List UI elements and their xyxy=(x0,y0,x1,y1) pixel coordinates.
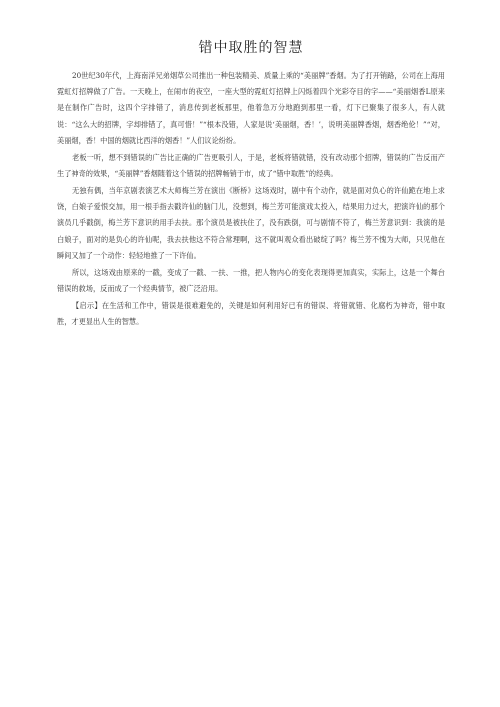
document-title: 错中取胜的智慧 xyxy=(198,40,304,56)
insight-label: 【启示】 xyxy=(72,301,102,311)
paragraph-3: 无独有偶，当年京剧表演艺术大师梅兰芳在演出《断桥》这场戏时，剧中有个动作，就是面对负心的许仙跪在地上求饶，白娘子爱恨交加，用一根手指去戳许仙的脑门儿，没想到，梅兰芳可能演戏太投入，结果用力过大，把演许仙的那个演员几乎戳倒，梅兰芳下意识的用手去扶。那个演员是被扶住了，没有跌倒，可与剧情不符了，梅兰芳意识到：我演的是白娘子，面对的是负心的许仙呢，我去扶他这不符合常理啊，这不就叫观众看出破绽了吗？梅兰芳不愧为大师，只见他在瞬间又加了一个动作：轻轻地推了一下许仙。 xyxy=(57,186,445,260)
insight-paragraph xyxy=(57,298,445,330)
paragraph-4: 所以，这场戏由原来的一戳，变成了一戳、一扶、一推，把人物内心的变化表现得更加真实，实际上，这是一个舞台错误的救场，反而成了一个经典情节，被广泛沿用。 xyxy=(57,267,445,294)
paragraph-1: 20世纪30年代，上海南洋兄弟烟草公司推出一种包装精美、质量上乘的“美丽牌”香烟。为了打开销路，公司在上海用霓虹灯招牌做了广告。一天晚上，在闹市的夜空，一座大型的霓虹灯招牌上闪烁着四个光彩夺目的字——“美丽烟香L原来是在制作广告时，这四个字排错了，消息传到老板那里，他着急万分地跑到那里一看，灯下已聚集了很多人，有人就说：“这么大的招牌，字却排错了，真可惜！”“根本没错，人家是说‘美丽烟，香！’，说明美丽牌香烟，烟香绝伦！”“对，美丽烟，香！中国的烟就比西洋的烟香！”人们议论纷纷。 xyxy=(57,71,445,145)
insight-text: 在生活和工作中，错误是很难避免的，关键是如何利用好已有的错误、将错就错、化腐朽为神奇，错中取胜，才更显出人生的智慧。 xyxy=(57,301,445,327)
paragraph-2: 老板一听，想不到错误的广告比正确的广告更吸引人，于是，老板将错就错，没有改动那个招牌，错误的广告反而产生了神奇的效果，“美丽牌”香烟随着这个错误的招牌畅销于市，成了“错中取胜”的经典。 xyxy=(57,152,445,179)
document-page xyxy=(57,37,445,330)
